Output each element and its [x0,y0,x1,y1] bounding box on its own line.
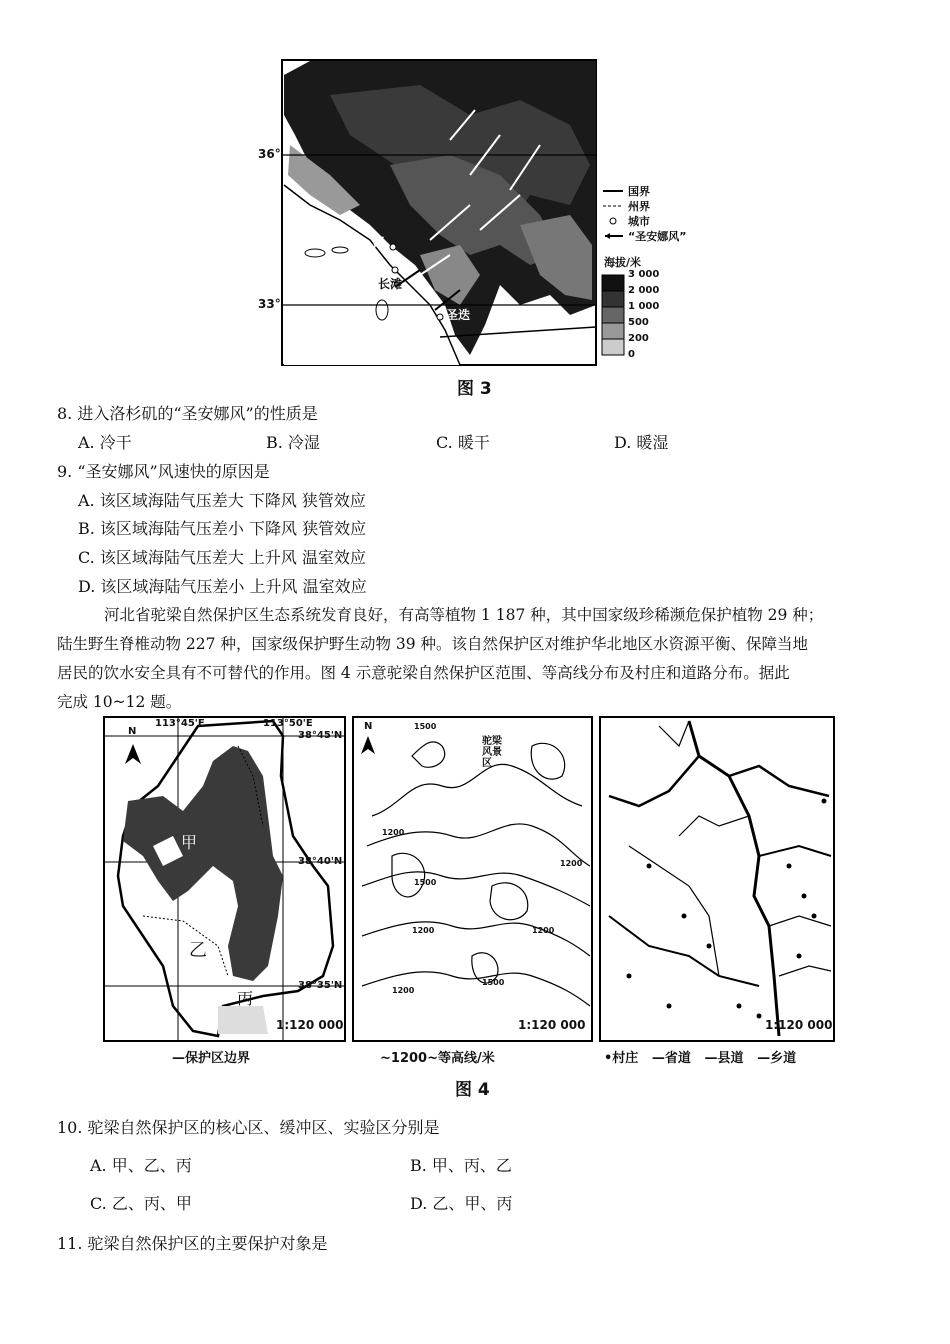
zone-label-jia: 甲 [181,833,198,852]
lat-label-33: 33° [258,297,281,311]
elev-0: 0 [628,349,635,360]
question-9-stem: 9. “圣安娜风”风速快的原因是 [57,462,270,481]
panel1-legend: —保护区边界 [172,1051,251,1066]
panel3-scale: 1:120 000 [765,1018,833,1032]
city-label-san-diego: 圣迭 [446,308,471,322]
zone-bing-area [218,1006,268,1034]
city-label-la: 洛 [373,235,386,249]
contour-label-6: 1200 [532,926,555,935]
passage-line-4: 完成 10~12 题。 [57,693,182,711]
legend-village: •村庄 [604,1051,639,1066]
elevation-legend-title: 海拔/米 [604,256,642,269]
contour-label-7: 1500 [482,978,505,987]
figure-4-panel-contours [352,716,593,1042]
legend-provincial-road: —省道 [651,1051,691,1066]
elevation-legend-bar [602,275,624,355]
legend-city: 城市 [628,215,650,228]
legend-county-road: —县道 [704,1051,744,1066]
panel2-scale: 1:120 000 [518,1018,586,1032]
elev-1000: 1 000 [628,301,660,312]
elev-3000: 3 000 [628,269,660,280]
q8-option-c: C. 暖干 [436,433,490,452]
question-11-stem: 11. 驼梁自然保护区的主要保护对象是 [57,1234,328,1253]
lat-label-38-45: 38°45'N [298,730,343,741]
figure-4-panel-roads [599,716,835,1042]
q9-option-b: B. 该区域海陆气压差小 下降风 狭管效应 [78,519,367,538]
panel1-north: N [128,726,137,737]
lon-label-113-50: 113°50'E [263,718,313,729]
legend-national-border: 国界 [628,185,650,198]
contour-label-2: 1200 [382,828,405,837]
zone-label-bing: 丙 [237,989,254,1008]
city-long-beach [392,267,398,273]
figure-3 [258,55,710,375]
figure3-legend [628,184,686,244]
lat-label-38-40: 38°40'N [298,856,343,867]
figure-4-caption: 图 4 [455,1080,490,1100]
legend-santa-ana-wind: “圣安娜风” [628,230,687,243]
passage-line-1: 河北省驼梁自然保护区生态系统发育良好，有高等植物 1 187 种，其中国家级珍稀濒危保护植物 29 种； [104,606,824,624]
city-label-long-beach: 长滩 [378,277,403,291]
q10-option-d: D. 乙、甲、丙 [410,1194,513,1213]
panel2-north: N [364,721,373,732]
panel2-legend: ~1200~等高线/米 [380,1051,495,1066]
place-tuoliang-scenic: 驼梁风景区 [482,736,502,769]
city-san-diego [437,314,443,320]
q9-option-d: D. 该区域海陆气压差小 上升风 温室效应 [78,577,367,596]
passage-line-3: 居民的饮水安全具有不可替代的作用。图 4 示意驼梁自然保护区范围、等高线分布及村庄和道路分布。据此 [57,664,790,682]
legend-state-border: 州界 [628,200,650,213]
q9-option-c: C. 该区域海陆气压差大 上升风 温室效应 [78,548,367,567]
q8-option-d: D. 暖湿 [614,433,669,452]
q10-option-a: A. 甲、乙、丙 [90,1156,192,1175]
q8-option-b: B. 冷湿 [266,433,320,452]
contour-label-5: 1200 [412,926,435,935]
q10-option-b: B. 甲、丙、乙 [410,1156,512,1175]
elevation-legend-values [628,267,659,363]
elev-200: 200 [628,333,649,344]
contour-label-1: 1500 [414,722,437,731]
panel3-legend [604,1047,796,1066]
q8-option-a: A. 冷干 [78,433,132,452]
lon-label-113-45: 113°45'E [155,718,205,729]
passage-line-2: 陆生野生脊椎动物 227 种，国家级保护野生动物 39 种。该自然保护区对维护华北地区水资源平衡、保障当地 [57,635,809,653]
lat-label-38-35: 38°35'N [298,980,343,991]
legend-township-road: —乡道 [757,1051,797,1066]
q10-option-c: C. 乙、丙、甲 [90,1194,192,1213]
city-los-angeles [390,244,396,250]
figure-4-panel-zones [103,716,346,1042]
contour-label-4: 1500 [414,878,437,887]
elev-2000: 2 000 [628,285,660,296]
figure-3-caption: 图 3 [457,379,492,399]
zone-label-yi: 乙 [189,940,207,961]
lat-label-36: 36° [258,147,281,161]
question-10-stem: 10. 驼梁自然保护区的核心区、缓冲区、实验区分别是 [57,1118,440,1137]
panel1-scale: 1:120 000 [276,1018,344,1032]
q9-option-a: A. 该区域海陆气压差大 下降风 狭管效应 [78,491,366,510]
elev-500: 500 [628,317,649,328]
question-8-stem: 8. 进入洛杉矶的“圣安娜风”的性质是 [57,404,318,423]
contour-label-8: 1200 [392,986,415,995]
contour-label-3: 1200 [560,859,583,868]
